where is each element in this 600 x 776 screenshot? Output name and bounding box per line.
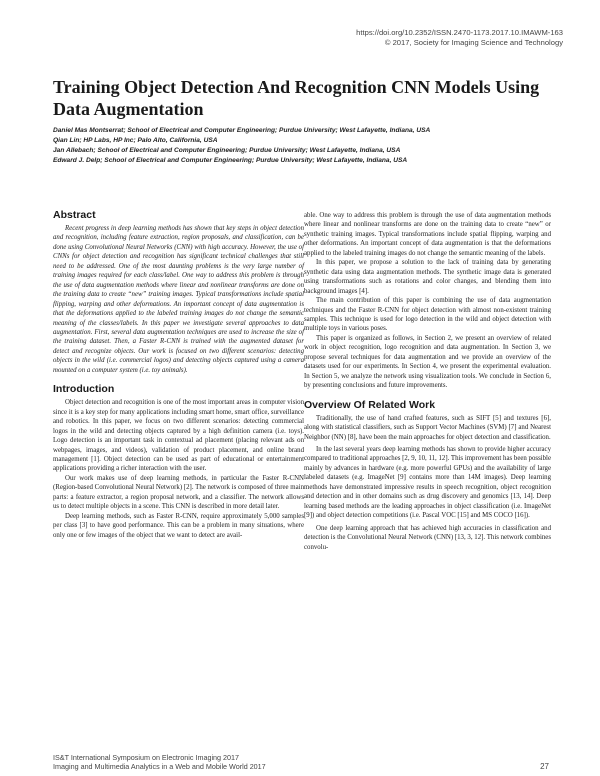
related-work-paragraph: In the last several years deep learning methods has shown to provide higher accuracy compared to traditional approaches [2, 9, 10, 11, 12]. This improvement has been possible mainly by advances in hardware (e.g. more powerful GPUs) and the availability of large labeled datasets (e.g. ImageNet [9] contains more than 14M images). Deep learning methods have demonstrated impressive results in speech recognition, object recognition and detection and in other domains such as drug discovery and genomics [13, 14]. Deep learning based methods are the leading approaches in object classification (i.e. ImageNet [9]) and object detection competitions (i.e. Pascal VOC [15] and MS COCO [16]). [304, 445, 551, 520]
doi-link[interactable]: https://doi.org/10.2352/ISSN.2470-1173.2017.10.IMAWM-163 [356, 28, 563, 37]
page-number: 27 [540, 762, 549, 771]
intro-paragraph: Deep learning methods, such as Faster R-CNN, require approximately 5,000 samples per class [3] to have good performance. This can be a problem in many situations, where only one or few images of the object that we want to detect are avail- [53, 512, 304, 539]
author-affiliation: Edward J. Delp; School of Electrical and Computer Engineering; Purdue University; West Lafayette, Indiana, USA [53, 157, 408, 164]
body-paragraph: The main contribution of this paper is combining the use of data augmentation techniques and the Faster R-CNN for object detection with almost non-existent training samples. This technique is used for logo detection in the wild and object detection with multiple toys in various poses. [304, 297, 551, 333]
footer-line: Imaging and Multimedia Analytics in a Web and Mobile World 2017 [53, 762, 266, 771]
author-list [53, 126, 553, 166]
copyright-line: © 2017, Society for Imaging Science and Technology [384, 38, 563, 47]
conference-footer [53, 753, 266, 771]
author-affiliation: Daniel Mas Montserrat; School of Electrical and Computer Engineering; Purdue University; West Lafayette, Indiana, USA [53, 127, 431, 134]
related-work-heading: Overview Of Related Work [304, 398, 436, 411]
footer-line: IS&T International Symposium on Electronic Imaging 2017 [53, 753, 240, 762]
doi-header [356, 28, 563, 48]
related-work-paragraph: One deep learning approach that has achieved high accuracies in classification and detection is the Convolutional Neural Network (CNN) [13, 3, 12]. This network combines convolu- [304, 524, 551, 551]
introduction-heading: Introduction [53, 383, 115, 396]
intro-paragraph: Our work makes use of deep learning methods, in particular the Faster R-CNN (Region-based Convolutional Neural Network) [2]. The network is composed of three main parts: a feature extractor, a region proposal network, and a classifier. The network allows us to detect multiple objects in a scene. This CNN is described in more detail later. [53, 474, 304, 511]
intro-paragraph: Object detection and recognition is one of the most important areas in computer vision since it is a key step for many applications including smart home, smart office, surveillance and robotics. In this paper, we focus on two different scenarios: detecting commercial logos in the wild and detecting objects captured by a high definition camera (i.e. toys). Logo detection is an important task in contextual ad placement (placing relevant ads on webpages, images, and videos), validation of product placement, and online brand management [1]. Object detection can be used as part of educational or entertainment applications providing a richer interaction with the user. [53, 399, 304, 473]
left-column [53, 209, 304, 540]
body-paragraph: In this paper, we propose a solution to the lack of training data by generating synthetic data using data augmentation methods. The synthetic image data is generated using transformations such as rotations and color changes, and blending them into background images [4]. [304, 259, 551, 295]
paper-title: Training Object Detection And Recognition CNN Models Using Data Augmentation [53, 77, 540, 119]
body-paragraph: This paper is organized as follows, in Section 2, we present an overview of related work in object recognition, logo recognition and data augmentation. In Section 3, we propose several techniques for data augmentation and we provide an overview of the datasets used for our experiments. In Section 4, we present the experimental evaluation. In Section 5, we analyze the network using visualization tools. We conclude in Section 6, by presenting conclusions and future improvements. [304, 334, 551, 390]
abstract-text: Recent progress in deep learning methods has shown that key steps in object detection and recognition, including feature extraction, region proposals, and classification, can be done using Convolutional Neural Networks (CNN) with high accuracy. However, the use of CNNs for object detection and recognition has significant technical challenges that still need to be addressed. One of the most daunting problems is the very large number of training images required for each class/label. One way to address this problem is through the use of data augmentation methods where linear and nonlinear transforms are done on the training data to create “new” training images. Typical transformations include spatial flipping, warping and other deformations. An important concept of data augmentation is that the deformations applied to the labeled training images do not change the semantic meaning of the classes/labels. In this paper we investigate several approaches to data augmentation. First, several data augmentation techniques are used to increase the size of the training dataset. Then, a Faster R-CNN is trained with the augmented dataset for detect and recognize objects. Our work is focused on two different scenarios: detecting objects in the wild (i.e. commercial logos) and detecting objects captured using a camera mounted on a computer system (i.e. toy animals). [53, 225, 304, 374]
author-affiliation: Jan Allebach; School of Electrical and Computer Engineering; Purdue University; West Lafayette, Indiana, USA [53, 147, 401, 154]
body-paragraph: able. One way to address this problem is through the use of data augmentation methods where linear and nonlinear transforms are done on the training data to create “new” or synthetic training images. Typical transformations include spatial flipping, warping and other deformations. An important concept of data augmentation is that the deformations applied to the labeled training images do not change the semantic meaning of the labels. [304, 212, 551, 257]
author-affiliation: Qian Lin; HP Labs, HP Inc; Palo Alto, California, USA [53, 137, 218, 144]
abstract-heading: Abstract [53, 209, 96, 221]
related-work-paragraph: Traditionally, the use of hand crafted features, such as SIFT [5] and textures [6], along with statistical classifiers, such as Support Vector Machines (SVM) [7] and Nearest Neighbor (NN) [8], have been the main approaches for object detection and classification. [304, 414, 551, 441]
right-column [304, 211, 551, 552]
